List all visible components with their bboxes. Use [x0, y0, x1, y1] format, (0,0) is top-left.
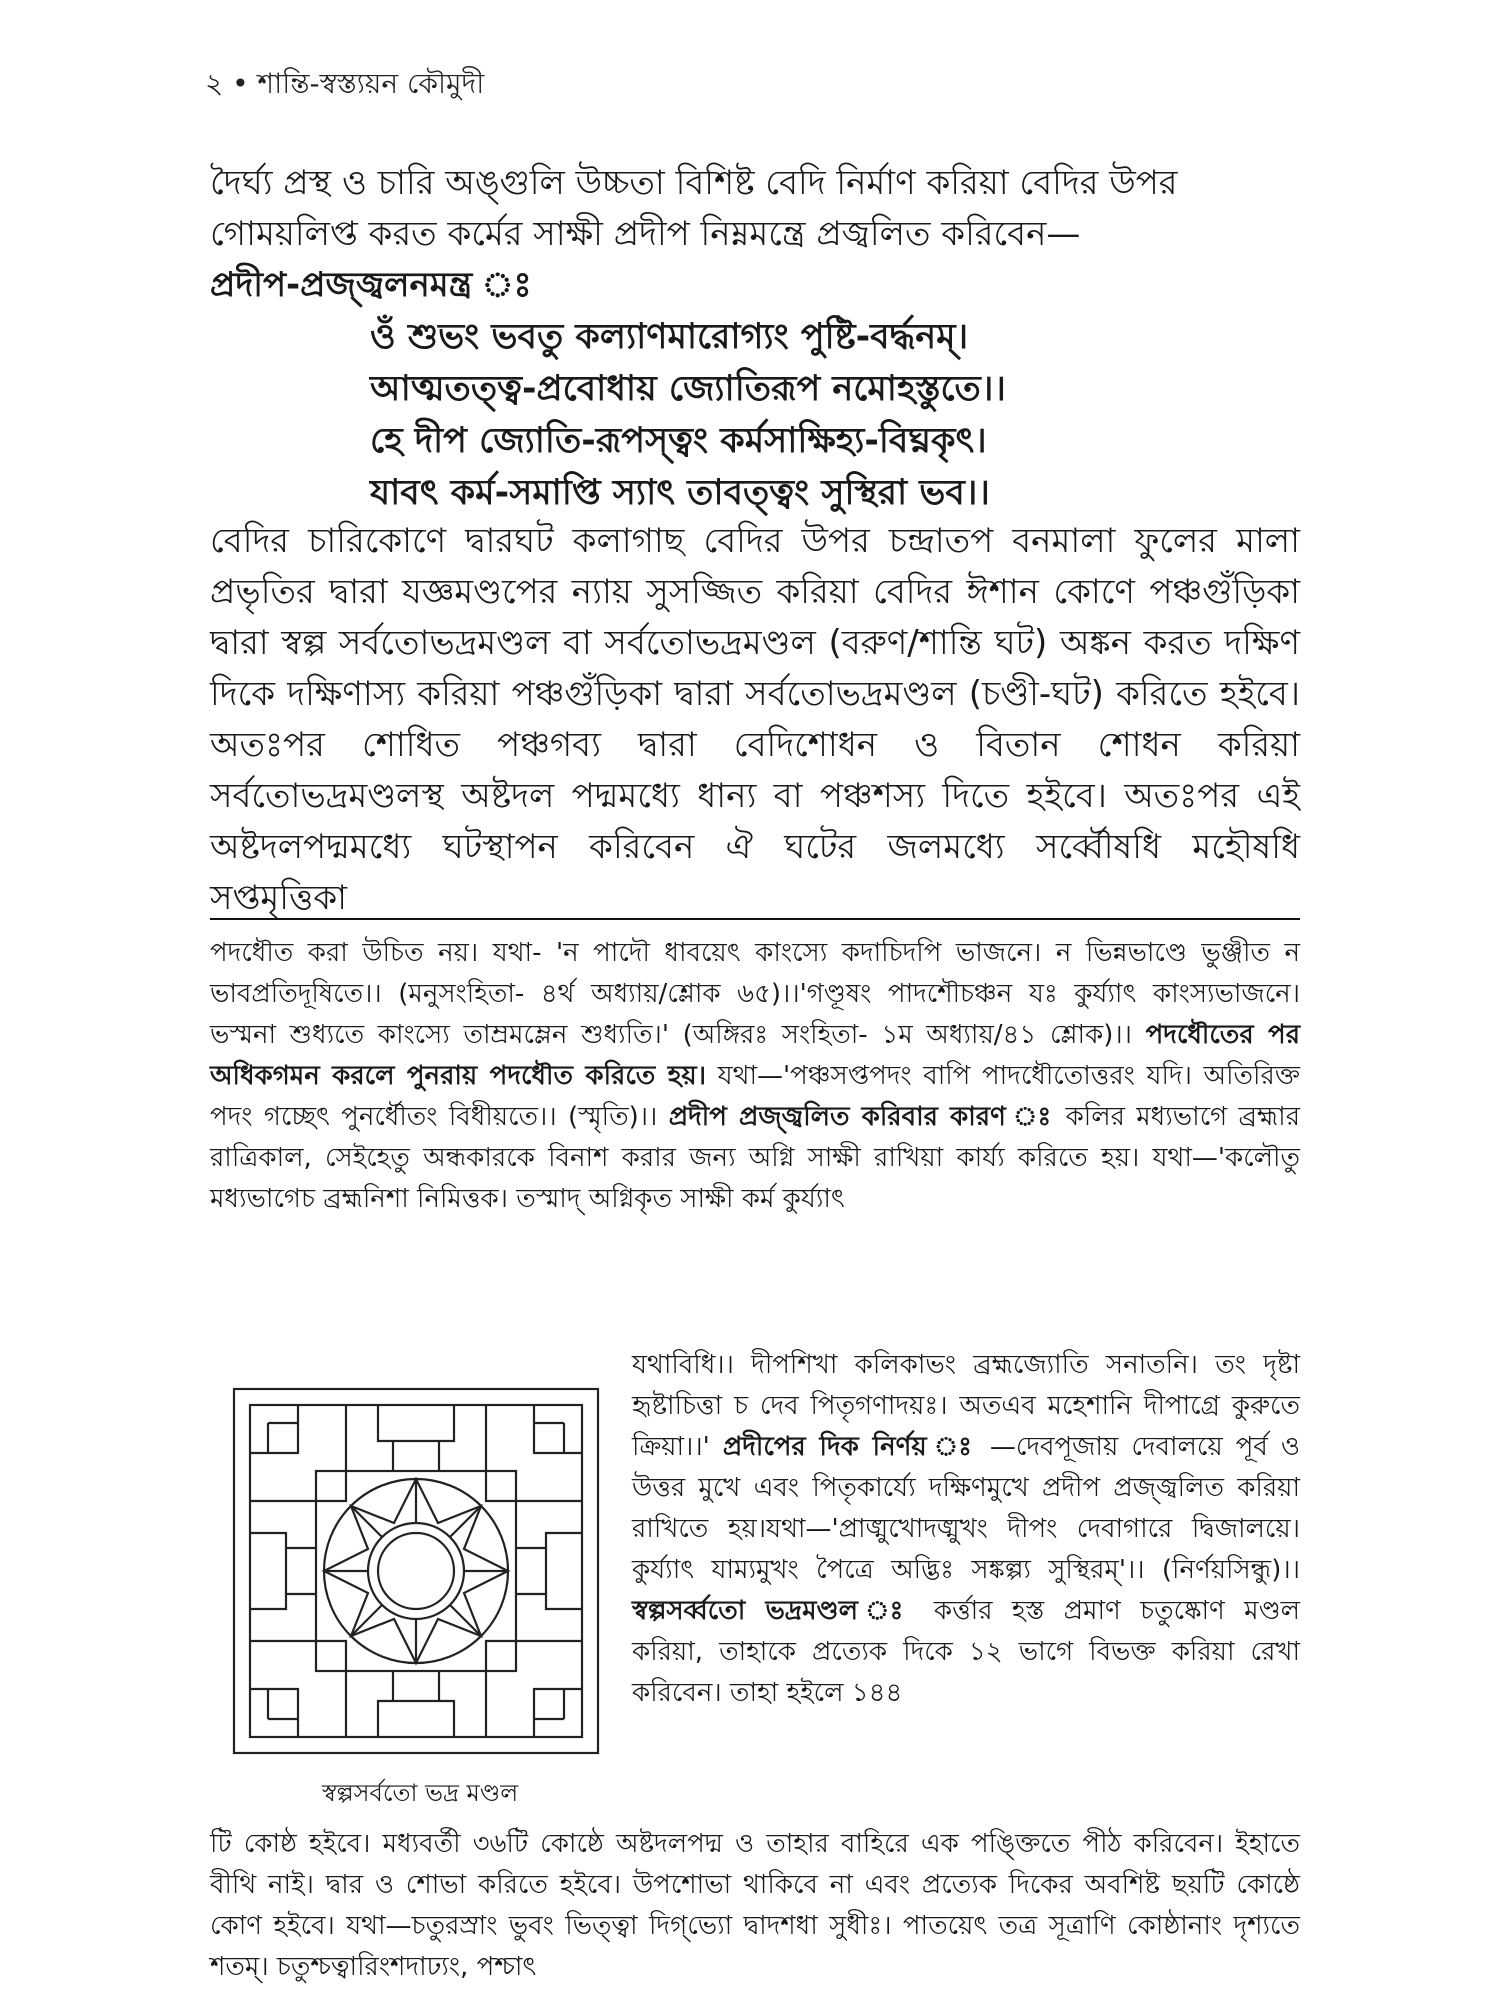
footnote-tail: টি কোষ্ঠ হইবে। মধ্যবর্তী ৩৬টি কোষ্ঠে অষ্টদলপদ্ম ও তাহার বাহিরে এক পঙ্ক্তিতে পীঠ করিবেন। ইহাতে বীথি নাই। দ্বার ও শোভা করিতে হইবে। উপশোভা থাকিবে না এবং প্রত্যেক দিকের অবশিষ্ট ছয়টি কোষ্ঠে কোণ হইবে। যথা—চতুরস্রাং ভুবং ভিত্ত্বা দিগ্‌ভ্যো দ্বাদশধা সুধীঃ। পাতয়েৎ তত্র সূত্রাণি কোষ্ঠানাং দৃশ্যতে শতম্। চতুশ্চত্বারিংশদাঢ্যং, পশ্চাৎ	[210, 1829, 1300, 1982]
note-part-3: কলির মধ্যভাগে ব্রহ্মার রাত্রিকাল, সেইহেতু অন্ধকারকে বিনাশ করার জন্য অগ্নি সাক্ষী রাখিয়া কার্য্য করিতে হয়। যথা—'কলৌতু মধ্যভাগেচ ব্রহ্মনিশা নিমিত্তক। তস্মাদ্ অগ্নিকৃত সাক্ষী কর্ম কুর্য্যাৎ	[210, 1102, 1301, 1214]
note-bold-1: পদধৌতের পর অধিকগমন করলে পুনরায় পদধৌত করিতে হয়।	[210, 1020, 1301, 1091]
mandala-figure	[228, 1383, 604, 1759]
mandala-gate-top	[378, 1405, 454, 1471]
lotus-ring-inner	[378, 1533, 454, 1609]
paragraph-text: বেদির চারিকোণে দ্বারঘট কলাগাছ বেদির উপর চন্দ্রাতপ বনমালা ফুলের মালা প্রভৃতির দ্বারা যজ্ঞমণ্ডপের ন্যায় সুসজ্জিত করিয়া বেদির ঈশান কোণে পঞ্চগুঁড়িকা দ্বারা স্বল্প সর্বতোভদ্রমণ্ডল বা সর্বতোভদ্রমণ্ডল (বরুণ/শান্তি ঘট) অঙ্কন করত দক্ষিণ দিকে দক্ষিণাস্য করিয়া পঞ্চগুঁড়িকা দ্বারা সর্বতোভদ্রমণ্ডল (চণ্ডী-ঘট) করিতে হইবে। অতঃপর শোধিত পঞ্চগব্য দ্বারা বেদিশোধন ও বিতান শোধন করিয়া সর্বতোভদ্রমণ্ডলস্থ অষ্টদল পদ্মমধ্যে ধান্য বা পঞ্চশস্য দিতে হইবে। অতঃপর এই অষ্টদলপদ্মমধ্যে ঘটস্থাপন করিবেন ঐ ঘটের জলমধ্যে সর্ব্বৌষধি মহৌষধি সপ্তমৃত্তিকা	[210, 521, 1300, 918]
note-bold-3: প্রদীপের দিক নির্ণয় ঃ	[722, 1432, 977, 1462]
footnote-divider	[210, 918, 1300, 920]
mantra-line-1: ওঁ শুভং ভবতু কল্যাণমারোগ্যং পুষ্টি-বর্দ্ধনম্।	[370, 317, 969, 357]
note-part-2: যথা—'পঞ্চসপ্তপদং বাপি পাদধৌতোত্তরং যদি। অতিরিক্ত পদং গচ্ছেৎ পুনর্ধৌতং বিধীয়তে।। (স্মৃতি)।।	[210, 1061, 1301, 1132]
note-bold-2: প্রদীপ প্রজ্জ্বলিত করিবার কারণ ঃ	[668, 1102, 1055, 1132]
figure-caption: স্বল্পসর্বতো ভদ্র মণ্ডল	[321, 1779, 519, 1807]
mandala-gate-left	[250, 1533, 316, 1609]
note-right-1: যথাবিধি।। দীপশিখা কলিকাভং ব্রহ্মজ্যোতি সনাতনি। তং দৃষ্টা হৃষ্টাচিত্তা চ দেব পিতৃগণাদয়ঃ। অতএব মহেশানি দীপাগ্রে কুরুতে ক্রিয়া।।'	[632, 1350, 1300, 1462]
note-bold-4: স্বল্পসর্ব্বতো ভদ্রমণ্ডল ঃ	[632, 1596, 915, 1626]
mantra-line-2: আত্মতত্ত্ব-প্রবোধায় জ্যোতিরূপ নমোহস্তুতে।।	[370, 369, 1006, 409]
mandala-corner-steps-br	[486, 1641, 582, 1737]
note-right-3: কর্ত্তার হস্ত প্রমাণ চতুষ্কোণ মণ্ডল করিয়া, তাহাকে প্রত্যেক দিকে ১২ ভাগে বিভক্ত করিয়া রেখা করিবেন। তাহা হইলে ১৪৪	[632, 1596, 1300, 1708]
lotus-petal-veins	[324, 1479, 508, 1663]
mantra-verse	[370, 311, 1270, 519]
note-part-1: পদধৌত করা উচিত নয়। যথা- 'ন পাদৌ ধাবয়েৎ কাংস্যে কদাচিদপি ভাজনে। ন ভিন্নভাণ্ডে ভুঞ্জীত ন ভাবপ্রতিদূষিতে।। (মনুসংহিতা- ৪র্থ অধ্যায়/শ্লোক ৬৫)।।'গণ্ডূষং পাদশৌচঞ্চন যঃ কুর্য্যাৎ কাংস্যভাজনে। ভস্মনা শুধ্যতে কাংস্যে তাম্রমম্লেন শুধ্যতি।' (অঙ্গিরঃ সংহিতা- ১ম অধ্যায়/৪১ শ্লোক)।।	[210, 938, 1300, 1050]
mandala-corner-steps-tr	[486, 1405, 582, 1501]
mandala-outer-border	[234, 1389, 598, 1753]
footnote-block	[210, 933, 1300, 1220]
mantra-line-4: যাবৎ কর্ম-সমাপ্তি স্যাৎ তাবত্ত্বং সুস্থিরা ভব।।	[370, 473, 990, 513]
mantra-line-3: হে দীপ জ্যোতি-রূপস্ত্বং কর্মসাক্ষিহ্য-বিঘ্নকৃৎ।	[370, 421, 987, 461]
running-header: ২ • শান্তি-স্বস্ত্যয়ন কৌমুদী	[205, 67, 485, 100]
mandala-corner-steps-tl	[250, 1405, 346, 1501]
mantra-heading: প্রদীপ-প্রজ্জ্বলনমন্ত্র ঃ	[210, 265, 532, 305]
intro-line-1: দৈর্ঘ্য প্রস্থ ও চারি অঙ্গুলি উচ্চতা বিশিষ্ট বেদি নির্মাণ করিয়া বেদির উপর	[210, 163, 1178, 203]
mandala-gate-bottom	[378, 1671, 454, 1737]
mandala-inner-border	[250, 1405, 582, 1737]
footnote-right-column	[632, 1345, 1300, 1714]
mandala-gate-right	[516, 1533, 582, 1609]
intro-line-2: গোময়লিপ্ত করত কর্মের সাক্ষী প্রদীপ নিম্নমন্ত্রে প্রজ্বলিত করিবেন—	[210, 214, 1081, 254]
intro-text	[210, 158, 1300, 311]
main-paragraph	[210, 516, 1300, 924]
lotus-ring-outer	[368, 1523, 464, 1619]
note-right-2: —দেবপূজায় দেবালয়ে পূর্ব ও উত্তর মুখে এবং পিতৃকার্য্যে দক্ষিণমুখে প্রদীপ প্রজ্জ্বলিত করিয়া রাখিতে হয়।যথা—'প্রাঙ্মুখোদঙ্মুখং দীপং দেবাগারে দ্বিজালয়ে। কুর্য্যাৎ যাম্যমুখং পৈত্রে অদ্ভিঃ সঙ্কল্প্য সুস্থিরম্'।। (নির্ণয়সিন্ধু)।।	[632, 1432, 1300, 1585]
mandala-corner-steps-bl	[250, 1641, 346, 1737]
